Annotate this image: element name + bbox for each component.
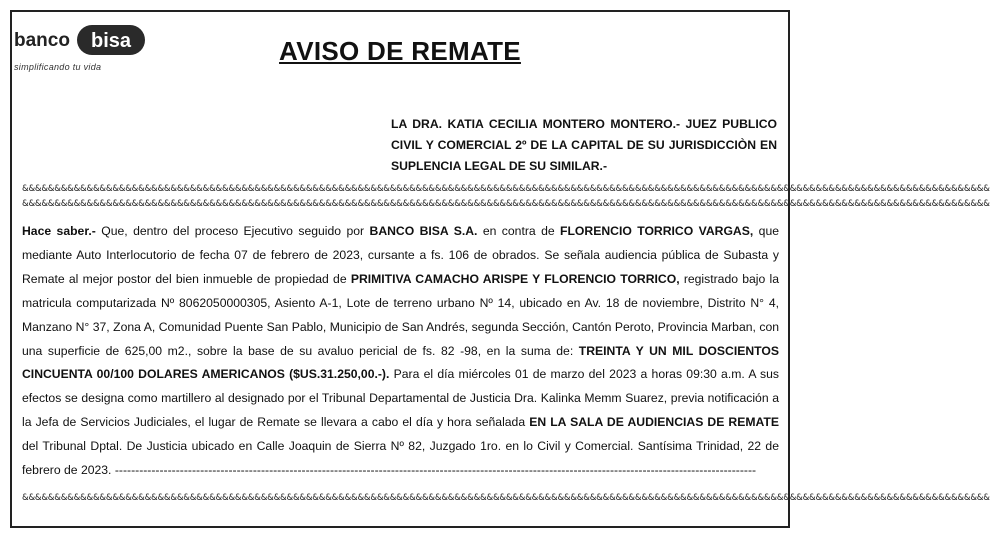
logo-tagline: simplificando tu vida	[14, 62, 102, 72]
dash-filler: --------------------------------------------------------------------------------------------------------------------------------------------------------------	[114, 463, 757, 478]
logo-word: banco	[14, 30, 70, 51]
bank-name: BANCO BISA S.A.	[369, 224, 478, 238]
separator-line: &&&&&&&&&&&&&&&&&&&&&&&&&&&&&&&&&&&&&&&&&&&&&&&&&&&&&&&&&&&&&&&&&&&&&&&&&&&&&&&&&&&&&&&&&&&&&&&&&&&&&&&&&&&&&&&&&&&&&&&&&&&&&&&&&&&&&&&&&&&&&&&&&&&&&&	[22, 184, 990, 194]
auction-venue: EN LA SALA DE AUDIENCIAS DE REMATE	[529, 415, 779, 430]
owners-names: PRIMITIVA CAMACHO ARISPE Y FLORENCIO TORRICO,	[350, 271, 680, 286]
separator-line: &&&&&&&&&&&&&&&&&&&&&&&&&&&&&&&&&&&&&&&&&&&&&&&&&&&&&&&&&&&&&&&&&&&&&&&&&&&&&&&&&&&&&&&&&&&&&&&&&&&&&&&&&&&&&&&&&&&&&&&&&&&&&&&&&&&&&&&&&&&&&&&&&&&&&&	[22, 493, 990, 503]
page-title: AVISO DE REMATE	[279, 36, 521, 66]
auction-amount: TREINTA Y UN MIL DOSCIENTOS CINCUENTA 00/100 DOLARES AMERICANOS ($US.31.250,00.-).	[22, 343, 779, 382]
notice-body: Hace saber.- Que, dentro del proceso Ejecutivo seguido por BANCO BISA S.A. en contra de FLORENCIO TORRICO VARGAS, que mediante Auto Interlocutorio de fecha 07 de febrero de 2023, cursante a fs. 106 de obrados. Se señala audiencia pública de Subasta y Remate al mejor postor del bien inmueble de propiedad de PRIMITIVA CAMACHO ARISPE Y FLORENCIO TORRICO, registrado bajo la matricula computarizada Nº 8062050000305, Asiento A-1, Lote de terreno urbano Nº 14, ubicado en Av. 18 de noviembre, Distrito N° 4, Manzano N° 37, Zona A, Comunidad Puente San Pablo, Municipio de San Andrés, segunda Sección, Cantón Peroto, Provincia Marban, con una superficie de 625,00 m2., sobre la base de su avaluo pericial de fs. 82 -98, en la suma de: TREINTA Y UN MIL DOSCIENTOS CINCUENTA 00/100 DOLARES AMERICANOS ($US.31.250,00.-). Para el día miércoles 01 de marzo del 2023 a horas 09:30 a.m. A sus efectos se designa como martillero al designado por el Tribunal Departamental de Justicia Dra. Kalinka Memm Suarez, previa notificación a la Jefa de Servicios Judiciales, el lugar de Remate se llevara a cabo el día y hora señalada EN LA SALA DE AUDIENCIAS DE REMATE del Tribunal Dptal. De Justicia ubicado en Calle Joaquin de Sierra Nº 82, Juzgado 1ro. en lo Civil y Comercial. Santísima Trinidad, 22 de febrero de 2023. --------------------------------------------------------------------------------------------------------------------------------------------------------------	[22, 224, 779, 478]
body-lead: Hace saber.-	[22, 224, 96, 238]
debtor-name: FLORENCIO TORRICO VARGAS,	[560, 224, 754, 238]
separator-line: &&&&&&&&&&&&&&&&&&&&&&&&&&&&&&&&&&&&&&&&&&&&&&&&&&&&&&&&&&&&&&&&&&&&&&&&&&&&&&&&&&&&&&&&&&&&&&&&&&&&&&&&&&&&&&&&&&&&&&&&&&&&&&&&&&&&&&&&&&&&&&&&&&&&&&	[22, 199, 990, 209]
logo-mark-text: bisa	[90, 30, 132, 52]
judge-heading: LA DRA. KATIA CECILIA MONTERO MONTERO.- JUEZ PUBLICO CIVIL Y COMERCIAL 2º DE LA CAPITAL DE SU JURISDICCIÒN EN SUPLENCIA LEGAL DE SU SIMILAR.-	[391, 117, 777, 173]
